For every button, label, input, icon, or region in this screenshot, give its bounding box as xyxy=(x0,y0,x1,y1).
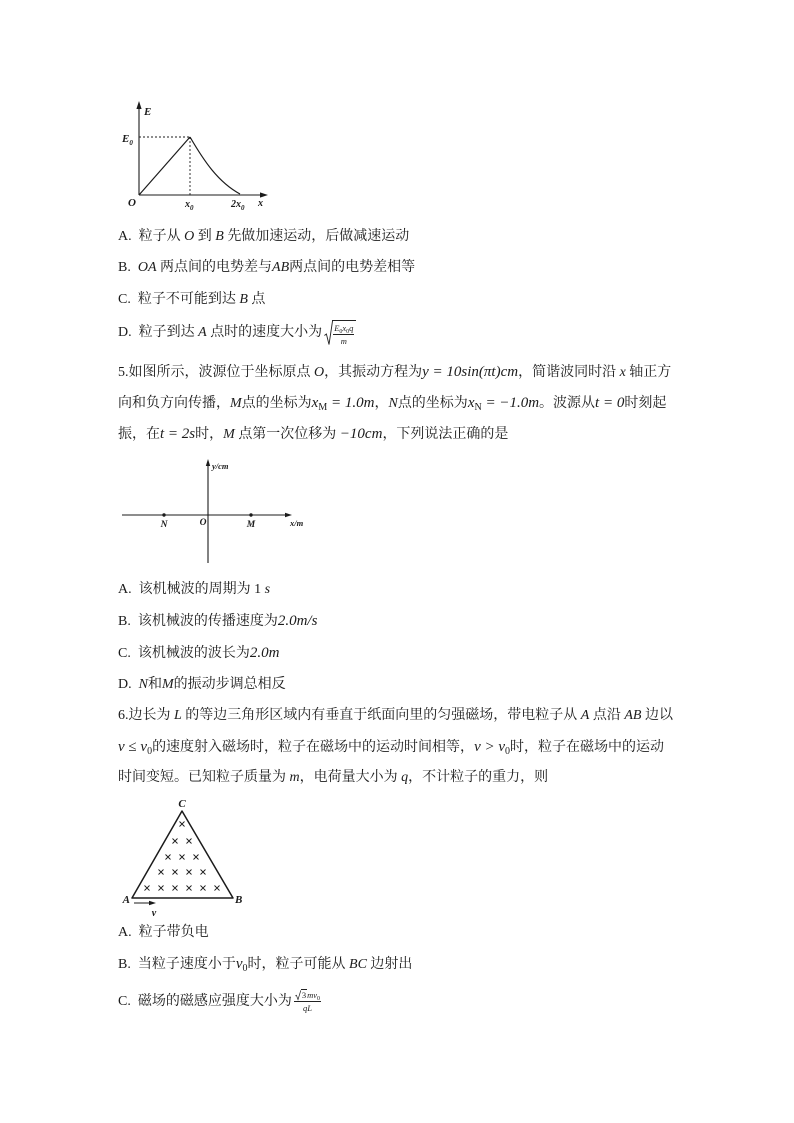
q5-option-c xyxy=(118,643,279,663)
num-q: q xyxy=(349,322,354,333)
fraction-denominator: m xyxy=(340,335,347,346)
field-cross-mark xyxy=(173,870,178,875)
option-text: 点时的速度大小为 xyxy=(210,325,323,340)
num-x: x xyxy=(342,322,347,333)
sqrt-expression xyxy=(324,320,356,346)
stem-text: 轴正方 xyxy=(629,365,672,380)
q6-stem-line-1 xyxy=(118,706,673,726)
point-variable: B xyxy=(215,229,224,244)
mass-variable: m xyxy=(289,770,300,785)
axis-variable: x xyxy=(619,365,626,380)
q5-stem-line-2 xyxy=(118,393,666,413)
stem-text: 时刻起 xyxy=(624,396,667,411)
q6-option-a xyxy=(118,923,209,943)
x2-base: 2x xyxy=(231,199,241,210)
option-text: 两点间的电势差与 xyxy=(160,260,273,275)
stem-text: 边以 xyxy=(644,708,673,723)
stem-text: ， xyxy=(374,396,389,411)
field-cross-mark xyxy=(187,839,192,844)
y-axis-arrow-icon xyxy=(206,459,210,466)
option-text: 点 xyxy=(251,292,266,307)
field-cross-mark xyxy=(194,855,199,860)
field-cross-mark xyxy=(187,886,192,891)
charge-variable: q xyxy=(401,770,409,785)
coord-sub: M xyxy=(318,402,328,413)
vertex-c-label: C xyxy=(178,798,186,810)
point-variable: B xyxy=(239,292,248,307)
option-text: 粒子带负电 xyxy=(138,925,209,940)
option-text: 该机械波的波长为 xyxy=(137,646,250,661)
q6-option-c xyxy=(118,987,321,1017)
stem-text: 时，粒子在磁场中的运动 xyxy=(510,740,664,755)
stem-text: ，简谐波同时沿 xyxy=(518,365,617,380)
field-cross-mark xyxy=(180,822,185,827)
stem-text: ，不计粒子的重力，则 xyxy=(408,770,549,785)
q5-wave-axes xyxy=(118,455,318,567)
field-cross-mark xyxy=(187,870,192,875)
option-text: 该机械波的周期为 xyxy=(138,582,251,597)
q6-option-b xyxy=(118,954,412,974)
stem-text: 的等边三角形区域内有垂直于纸面向里的匀强磁场，带电粒子从 xyxy=(185,708,578,723)
root-radicand: 3 xyxy=(301,990,307,1001)
radical-sign-icon xyxy=(295,990,301,1000)
coord-value: = 1.0m xyxy=(331,395,375,411)
x0-base: x xyxy=(185,199,190,210)
option-label: B. xyxy=(118,260,131,275)
unit-variable: s xyxy=(264,582,271,597)
q5-stem-line-3 xyxy=(118,424,508,444)
coordinate-m xyxy=(312,395,375,411)
option-text: 该机械波的传播速度为 xyxy=(137,614,278,629)
e0-base: E xyxy=(122,133,130,145)
num-sub: 0 xyxy=(317,996,321,1003)
option-label: A. xyxy=(118,925,132,940)
fraction-numerator xyxy=(333,323,354,335)
field-cross-mark xyxy=(159,870,164,875)
option-text: 到 xyxy=(197,229,212,244)
q5-option-b xyxy=(118,611,317,631)
q6-stem-line-3 xyxy=(118,768,548,788)
point-variable: A xyxy=(580,708,590,723)
q5-option-d xyxy=(118,675,286,695)
origin-label: O xyxy=(199,518,207,528)
field-cross-mark xyxy=(215,886,220,891)
option-text: 边射出 xyxy=(370,957,413,972)
velocity-sub: 0 xyxy=(242,963,248,974)
stem-text: 点的坐标为 xyxy=(397,396,468,411)
condition-sub: 0 xyxy=(147,746,153,757)
rising-segment xyxy=(139,137,190,195)
coord-sub: N xyxy=(474,402,482,413)
e0-sub: 0 xyxy=(129,139,133,147)
x2-sub: 0 xyxy=(241,204,245,212)
field-cross-mark xyxy=(173,886,178,891)
option-text: 两点间的电势差相等 xyxy=(289,260,416,275)
q5-option-a xyxy=(118,580,270,600)
option-label: D. xyxy=(118,325,132,340)
stem-text: 点的坐标为 xyxy=(241,396,312,411)
option-label: B. xyxy=(118,614,131,629)
point-variable: M xyxy=(223,427,235,442)
vertex-b-label: B xyxy=(235,894,243,906)
condition-sub: 0 xyxy=(505,746,510,757)
radicand xyxy=(332,320,356,346)
vibration-equation: y = 10sin(πt)cm xyxy=(422,364,519,380)
field-cross-mark xyxy=(173,839,178,844)
velocity-v0 xyxy=(236,956,248,972)
num-x-sub: 0 xyxy=(346,328,350,335)
vertex-a-label: A xyxy=(122,894,130,906)
field-cross-mark xyxy=(201,870,206,875)
q6-triangle-field-diagram xyxy=(115,795,255,920)
field-cross-mark xyxy=(145,886,150,891)
edge-variable: BC xyxy=(349,957,367,972)
stem-text: 。波源从 xyxy=(539,396,596,411)
option-label: C. xyxy=(118,292,131,307)
coordinate-n xyxy=(468,395,539,411)
num-e-sub: 0 xyxy=(339,328,343,335)
option-text: 粒子不可能到达 xyxy=(137,292,236,307)
stem-text: 6.边长为 xyxy=(118,708,171,723)
option-label: C. xyxy=(118,646,131,661)
option-text: 的振动步调总相反 xyxy=(173,677,286,692)
x-axis-label: x/m xyxy=(290,518,304,528)
coord-base: x xyxy=(311,395,319,411)
time-expression: t = 0 xyxy=(595,395,625,411)
point-m-dot xyxy=(249,513,252,516)
option-label: D. xyxy=(118,677,132,692)
fraction xyxy=(333,323,354,346)
point-variable: OA xyxy=(137,260,157,275)
option-label: A. xyxy=(118,229,132,244)
decaying-curve xyxy=(190,137,240,194)
stem-text: 时， xyxy=(195,427,224,442)
option-text: 磁场的磁感应强度大小为 xyxy=(137,994,292,1009)
stem-text: 点沿 xyxy=(592,708,621,723)
fraction-numerator xyxy=(294,990,321,1002)
point-variable: M xyxy=(230,396,242,411)
velocity-condition xyxy=(474,739,510,755)
q4-option-b xyxy=(118,258,415,278)
velocity-base: v xyxy=(235,956,243,972)
option-label: C. xyxy=(118,994,131,1009)
x-axis-arrow-icon xyxy=(260,192,268,197)
point-variable: AB xyxy=(272,260,290,275)
condition-expr: v > v xyxy=(474,739,505,755)
q5-stem-line-1 xyxy=(118,362,671,382)
point-variable: N xyxy=(138,677,148,692)
condition-expr: v ≤ v xyxy=(118,739,148,755)
point-variable: O xyxy=(314,365,325,380)
velocity-arrow-icon xyxy=(149,901,156,905)
point-variable: O xyxy=(184,229,195,244)
edge-variable: AB xyxy=(624,708,642,723)
stem-text: 时间变短。已知粒子质量为 xyxy=(118,770,286,785)
fraction-denominator: qL xyxy=(302,1003,312,1014)
e-axis-arrow-icon xyxy=(136,101,141,109)
stem-text: ，下列说法正确的是 xyxy=(382,427,509,442)
q4-e-x-graph xyxy=(110,95,280,220)
option-text: 粒子从 xyxy=(138,229,181,244)
option-text: 时，粒子可能从 xyxy=(247,957,346,972)
option-text: 当粒子速度小于 xyxy=(137,957,236,972)
x0-tick-label xyxy=(184,199,194,212)
q6-stem-line-2 xyxy=(118,737,664,757)
coord-value: = −1.0m xyxy=(485,395,540,411)
option-text: 先做加速运动，后做减速运动 xyxy=(227,229,410,244)
q4-option-c xyxy=(118,290,265,310)
field-strength-fraction xyxy=(294,990,321,1013)
option-label: B. xyxy=(118,957,131,972)
field-cross-mark xyxy=(201,886,206,891)
field-cross-mark xyxy=(159,886,164,891)
stem-text: 点第一次位移为 xyxy=(238,427,337,442)
wavelength-value: 2.0m xyxy=(249,645,280,661)
velocity-condition xyxy=(118,739,152,755)
q4-option-a xyxy=(118,227,409,247)
length-variable: L xyxy=(174,708,182,723)
point-variable: A xyxy=(198,325,207,340)
num-e: E xyxy=(334,322,340,333)
displacement-value: −10cm xyxy=(339,426,383,442)
stem-text: 振，在 xyxy=(118,427,160,442)
e0-label xyxy=(121,133,133,147)
origin-label: O xyxy=(128,197,136,209)
x-axis-arrow-icon xyxy=(285,513,292,517)
num-mv: mv xyxy=(307,990,318,1001)
velocity-label: v xyxy=(151,908,157,919)
point-n-dot xyxy=(162,513,165,516)
stem-text: ，电荷量大小为 xyxy=(299,770,398,785)
stem-text: 向和负方向传播， xyxy=(118,396,230,411)
speed-value: 2.0m/s xyxy=(277,613,318,629)
stem-text: 5.如图所示，波源位于坐标原点 xyxy=(118,365,311,380)
stem-text: ，其振动方程为 xyxy=(324,365,423,380)
period-number: 1 xyxy=(254,582,262,597)
point-n-label: N xyxy=(160,520,168,530)
option-text: 和 xyxy=(147,677,162,692)
q4-option-d xyxy=(118,318,356,348)
option-label: A. xyxy=(118,582,132,597)
point-m-label: M xyxy=(246,520,256,530)
stem-text: 的速度射入磁场时，粒子在磁场中的运动时间相等， xyxy=(152,740,475,755)
y-axis-label: y/cm xyxy=(212,461,229,471)
field-cross-mark xyxy=(166,855,171,860)
time-expression: t = 2s xyxy=(160,426,196,442)
x0-sub: 0 xyxy=(190,204,194,212)
coord-base: x xyxy=(467,395,475,411)
option-text: 粒子到达 xyxy=(138,325,195,340)
point-variable: M xyxy=(161,677,174,692)
point-variable: N xyxy=(388,396,398,411)
2x0-tick-label xyxy=(230,199,245,212)
e-axis-label: E xyxy=(144,106,152,118)
x-axis-label: x xyxy=(258,198,263,209)
field-cross-mark xyxy=(180,855,185,860)
